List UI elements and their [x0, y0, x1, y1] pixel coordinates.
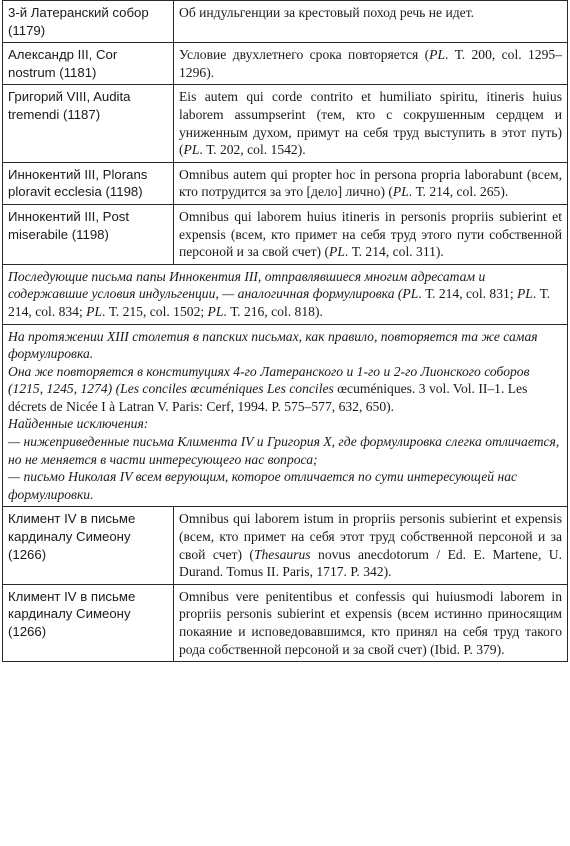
text-run-italic: PL [183, 142, 200, 158]
note-row [3, 324, 568, 507]
text-run: Eis autem qui corde contrito et humiliato spiritu, itineris huius laborem assumpserint (тем, кто с сокрушенным сердцем и униженным духом, примут на себя труд выступить в этот путь) ( [179, 89, 562, 158]
table-row [3, 85, 568, 162]
text-run: . Т. 214, col. 831; [418, 286, 517, 302]
table-row [3, 162, 568, 204]
text-run: Omnibus autem qui propter hoc in persona propria laborabunt (всем, кто потрудится за это [дело] лично) ( [179, 166, 562, 200]
text-run-italic: PL [392, 184, 409, 200]
note-paragraph [8, 415, 562, 433]
note-paragraph [8, 468, 562, 503]
text-run: . Т. 215, col. 1502; [102, 303, 208, 319]
table-row [3, 204, 568, 264]
text-run-italic: Thesaurus [253, 546, 311, 562]
text-run-italic: — нижеприведенные письма Климента IV и Григория X, где формулировка слегка отличается, но не меняется в части интересующего нас вопроса; [8, 434, 560, 467]
text-run: . Т. 216, col. 818). [223, 303, 323, 319]
text-run-italic: PL [207, 303, 224, 319]
text-run-italic: Последующие письма папы Иннокентия III, отправлявшиеся многим адресатам и содержавшие условия индульгенции, — аналогичная формулировка ( [8, 268, 486, 302]
row-text-cell [174, 584, 568, 661]
row-source-cell: Климент IV в письме кардиналу Симеону (1266) [3, 507, 174, 584]
text-run: Об индульгенции за крестовый поход речь не идет. [179, 5, 475, 20]
table-row [3, 584, 568, 661]
row-source-cell: Александр III, Cor nostrum (1181) [3, 43, 174, 85]
text-run: Omnibus qui laborem istum in propriis personis subierint et expensis (всем, кто примет на себя этот труд собственной персоной и за свой счет) ( [179, 511, 562, 562]
note-row [3, 264, 568, 324]
row-text-cell [174, 1, 568, 43]
row-text-cell [174, 507, 568, 584]
note-cell-thirteenth-century [3, 324, 568, 507]
note-paragraph [8, 433, 562, 468]
note-paragraph [8, 328, 562, 363]
text-run-italic: PL [329, 244, 345, 260]
row-source-cell: Григорий VIII, Audita tremendi (1187) [3, 85, 174, 162]
indulgence-table [2, 0, 568, 662]
row-text-cell [174, 85, 568, 162]
text-run: . Т. 214, col. 265). [408, 184, 509, 200]
row-source-cell: 3-й Латеранский собор (1179) [3, 1, 174, 43]
row-text-cell [174, 162, 568, 204]
text-run-italic: На протяжении XIII столетия в папских письмах, как правило, повторяется та же самая формулировка. [8, 328, 538, 362]
text-run-italic: PL [429, 47, 446, 63]
table-row [3, 1, 568, 43]
table-row [3, 507, 568, 584]
text-run: . Т. 214, col. 311). [344, 244, 444, 260]
row-source-cell: Иннокентий III, Post miserabile (1198) [3, 204, 174, 264]
row-text-cell [174, 204, 568, 264]
text-run-italic: — письмо Николая IV всем верующим, которое отличается по сути интересующей нас формулировки. [8, 469, 518, 502]
text-run-italic: Найденные исключения: [8, 416, 149, 432]
text-run-italic: PL [402, 286, 419, 302]
note-cell-letters [3, 264, 568, 324]
text-run-italic: PL [86, 303, 103, 319]
text-run: . Т. 202, col. 1542). [199, 142, 306, 158]
text-run-italic: PL [517, 286, 533, 302]
text-run: . Т. 214, col. 834; [8, 286, 551, 319]
row-text-cell [174, 43, 568, 85]
row-source-cell: Иннокентий III, Plorans ploravit ecclesia (1198) [3, 162, 174, 204]
text-run: . Т. 200, col. 1295–1296). [179, 47, 562, 80]
text-run: Условие двухлетнего срока повторяется ( [179, 47, 430, 63]
text-run: Omnibus qui laborem huius itineris in personis propriis subierint et expensis (всем, кто примет на себя труд этого пути собственной персоной и за свой счет) ( [179, 208, 562, 260]
text-run: œcuméniques. 3 vol. Vol. II–1. Les décrets de Nicée I à Latran V. Paris: Cerf, 1994. P. 575–577, 632, 650). [8, 381, 528, 414]
text-run: novus anecdotorum / Ed. E. Martene, U. Durand. Tomus II. Paris, 1717. P. 342). [179, 546, 562, 580]
text-run-italic: (Les conciles œcuméniques Les conciles [115, 381, 338, 397]
text-run: Omnibus vere penitentibus et confessis qui huiusmodi laborem in propriis personis subierint et expensis (всем истинно приносящим покаяние и исповедовавшимся, кто принял на себя труд такого рода собственной персоной и за свой счет) (Ibid. P. 379). [179, 588, 562, 657]
row-source-cell: Климент IV в письме кардиналу Симеону (1266) [3, 584, 174, 661]
table-row [3, 43, 568, 85]
text-run-italic: Она же повторяется в конституциях 4-го Латеранского и 1-го и 2-го Лионского соборов (1215, 1245, 1274) [8, 363, 530, 397]
note-paragraph [8, 363, 562, 416]
